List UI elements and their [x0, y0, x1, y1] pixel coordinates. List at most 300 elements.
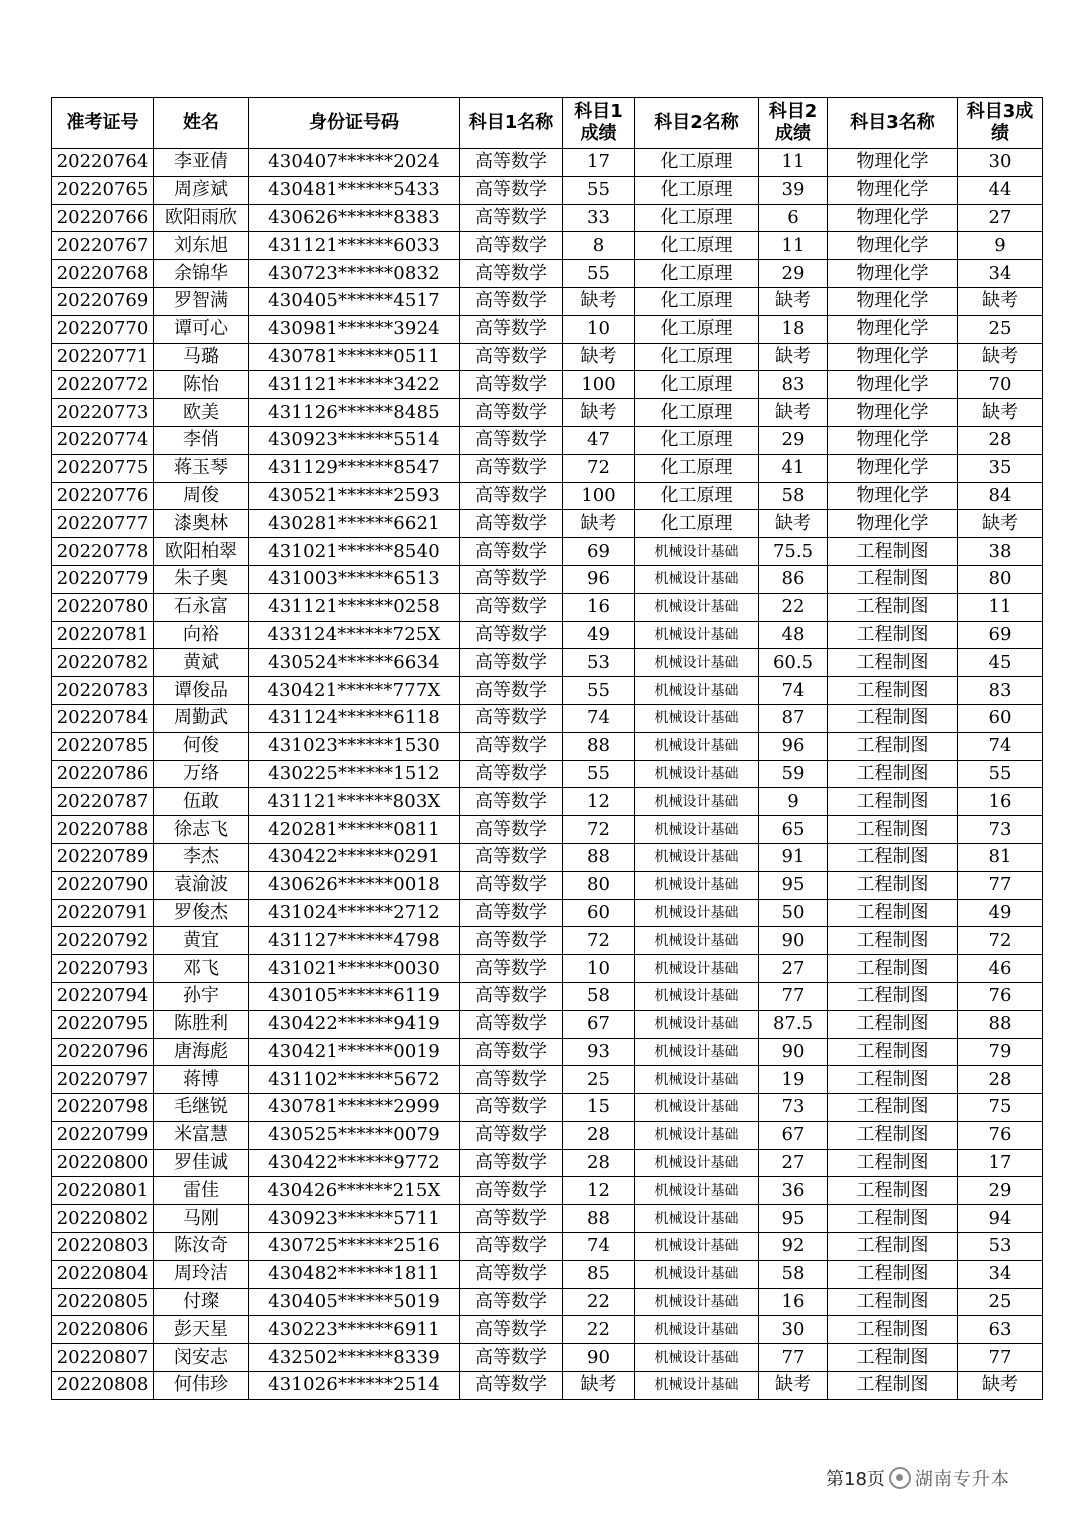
cell-exam-id: 20220772: [52, 371, 154, 399]
cell-subject2-score: 90: [759, 1038, 828, 1066]
cell-exam-id: 20220792: [52, 927, 154, 955]
cell-subject3-score: 缺考: [958, 510, 1043, 538]
cell-id-number: 430281******6621: [249, 510, 460, 538]
cell-subject2-score: 86: [759, 565, 828, 593]
cell-name: 李杰: [154, 843, 249, 871]
cell-exam-id: 20220770: [52, 315, 154, 343]
cell-subject3-score: 63: [958, 1316, 1043, 1344]
table-row: [52, 1066, 1043, 1094]
cell-subject3-score: 30: [958, 149, 1043, 177]
cell-id-number: 430781******2999: [249, 1094, 460, 1122]
cell-subject1-name: 高等数学: [460, 1316, 563, 1344]
cell-name: 刘东旭: [154, 232, 249, 260]
cell-subject2-score: 77: [759, 1344, 828, 1372]
cell-subject2-score: 75.5: [759, 538, 828, 566]
cell-subject1-name: 高等数学: [460, 426, 563, 454]
cell-id-number: 430407******2024: [249, 149, 460, 177]
cell-subject2-score: 87: [759, 704, 828, 732]
cell-id-number: 431121******6033: [249, 232, 460, 260]
cell-subject2-score: 27: [759, 1149, 828, 1177]
cell-subject3-name: 物理化学: [828, 176, 958, 204]
cell-subject3-name: 工程制图: [828, 816, 958, 844]
cell-name: 周俊: [154, 482, 249, 510]
cell-subject1-score: 缺考: [563, 343, 635, 371]
cell-subject1-score: 缺考: [563, 399, 635, 427]
header-subject2-score: 科目2 成绩: [759, 98, 828, 149]
cell-subject2-score: 11: [759, 149, 828, 177]
cell-id-number: 430225******1512: [249, 760, 460, 788]
cell-id-number: 430482******1811: [249, 1260, 460, 1288]
cell-exam-id: 20220780: [52, 593, 154, 621]
cell-subject3-score: 缺考: [958, 1372, 1043, 1400]
cell-subject3-name: 物理化学: [828, 315, 958, 343]
header-subject1-score: 科目1 成绩: [563, 98, 635, 149]
cell-name: 伍敢: [154, 788, 249, 816]
cell-subject1-score: 55: [563, 677, 635, 705]
cell-id-number: 430525******0079: [249, 1121, 460, 1149]
cell-name: 漆奥林: [154, 510, 249, 538]
cell-subject3-name: 工程制图: [828, 565, 958, 593]
cell-subject3-name: 工程制图: [828, 1149, 958, 1177]
cell-subject1-name: 高等数学: [460, 593, 563, 621]
cell-exam-id: 20220795: [52, 1010, 154, 1038]
cell-subject1-name: 高等数学: [460, 1288, 563, 1316]
cell-exam-id: 20220796: [52, 1038, 154, 1066]
cell-subject3-name: 物理化学: [828, 510, 958, 538]
cell-subject3-score: 79: [958, 1038, 1043, 1066]
table-row: [52, 538, 1043, 566]
cell-subject1-name: 高等数学: [460, 149, 563, 177]
cell-exam-id: 20220790: [52, 871, 154, 899]
cell-subject2-name: 机械设计基础: [635, 565, 759, 593]
cell-subject2-name: 机械设计基础: [635, 1010, 759, 1038]
cell-id-number: 431127******4798: [249, 927, 460, 955]
cell-name: 余锦华: [154, 260, 249, 288]
cell-name: 毛继锐: [154, 1094, 249, 1122]
cell-subject1-score: 15: [563, 1094, 635, 1122]
cell-subject1-name: 高等数学: [460, 871, 563, 899]
cell-exam-id: 20220773: [52, 399, 154, 427]
score-table: [51, 97, 1043, 1400]
cell-subject1-name: 高等数学: [460, 232, 563, 260]
cell-subject2-score: 缺考: [759, 343, 828, 371]
cell-subject3-name: 工程制图: [828, 704, 958, 732]
table-row: [52, 732, 1043, 760]
cell-subject1-name: 高等数学: [460, 1149, 563, 1177]
cell-subject1-name: 高等数学: [460, 899, 563, 927]
cell-exam-id: 20220794: [52, 982, 154, 1010]
table-row: [52, 1121, 1043, 1149]
cell-subject2-name: 机械设计基础: [635, 621, 759, 649]
cell-name: 欧美: [154, 399, 249, 427]
cell-exam-id: 20220799: [52, 1121, 154, 1149]
cell-subject2-score: 67: [759, 1121, 828, 1149]
table-row: [52, 982, 1043, 1010]
cell-exam-id: 20220786: [52, 760, 154, 788]
cell-name: 付璨: [154, 1288, 249, 1316]
cell-exam-id: 20220791: [52, 899, 154, 927]
table-row: [52, 1010, 1043, 1038]
cell-subject1-score: 16: [563, 593, 635, 621]
cell-subject3-score: 17: [958, 1149, 1043, 1177]
cell-subject2-name: 机械设计基础: [635, 1038, 759, 1066]
cell-subject2-score: 16: [759, 1288, 828, 1316]
cell-subject2-score: 缺考: [759, 287, 828, 315]
cell-subject2-name: 化工原理: [635, 287, 759, 315]
cell-subject1-name: 高等数学: [460, 982, 563, 1010]
cell-subject3-name: 物理化学: [828, 149, 958, 177]
cell-subject1-score: 17: [563, 149, 635, 177]
cell-id-number: 431126******8485: [249, 399, 460, 427]
cell-subject1-name: 高等数学: [460, 204, 563, 232]
table-row: [52, 1288, 1043, 1316]
cell-exam-id: 20220806: [52, 1316, 154, 1344]
cell-subject1-score: 60: [563, 899, 635, 927]
cell-exam-id: 20220805: [52, 1288, 154, 1316]
table-row: [52, 1372, 1043, 1400]
table-row: [52, 1038, 1043, 1066]
cell-subject3-score: 77: [958, 871, 1043, 899]
cell-subject3-name: 工程制图: [828, 1372, 958, 1400]
cell-subject3-name: 工程制图: [828, 621, 958, 649]
cell-exam-id: 20220797: [52, 1066, 154, 1094]
cell-subject2-name: 化工原理: [635, 176, 759, 204]
cell-subject1-score: 80: [563, 871, 635, 899]
cell-exam-id: 20220782: [52, 649, 154, 677]
cell-subject2-name: 机械设计基础: [635, 649, 759, 677]
cell-id-number: 430923******5514: [249, 426, 460, 454]
cell-subject2-score: 90: [759, 927, 828, 955]
cell-subject1-score: 85: [563, 1260, 635, 1288]
cell-subject3-name: 工程制图: [828, 955, 958, 983]
cell-subject1-name: 高等数学: [460, 1233, 563, 1261]
cell-exam-id: 20220798: [52, 1094, 154, 1122]
cell-subject1-name: 高等数学: [460, 1066, 563, 1094]
cell-subject2-name: 化工原理: [635, 204, 759, 232]
table-row: [52, 927, 1043, 955]
cell-subject3-name: 工程制图: [828, 760, 958, 788]
cell-subject3-score: 38: [958, 538, 1043, 566]
cell-subject1-name: 高等数学: [460, 843, 563, 871]
cell-exam-id: 20220788: [52, 816, 154, 844]
cell-exam-id: 20220767: [52, 232, 154, 260]
cell-name: 蒋博: [154, 1066, 249, 1094]
cell-subject2-name: 化工原理: [635, 260, 759, 288]
cell-subject2-name: 机械设计基础: [635, 704, 759, 732]
table-body: [52, 149, 1043, 1400]
cell-name: 何伟珍: [154, 1372, 249, 1400]
cell-subject2-score: 缺考: [759, 1372, 828, 1400]
cell-subject1-score: 28: [563, 1149, 635, 1177]
cell-name: 陈胜利: [154, 1010, 249, 1038]
cell-subject1-score: 缺考: [563, 1372, 635, 1400]
table-row: [52, 1344, 1043, 1372]
cell-subject2-score: 60.5: [759, 649, 828, 677]
cell-id-number: 430626******0018: [249, 871, 460, 899]
cell-name: 孙宇: [154, 982, 249, 1010]
cell-subject1-name: 高等数学: [460, 1010, 563, 1038]
cell-subject2-score: 11: [759, 232, 828, 260]
cell-subject2-name: 化工原理: [635, 315, 759, 343]
cell-id-number: 430421******777X: [249, 677, 460, 705]
cell-subject2-score: 65: [759, 816, 828, 844]
table-row: [52, 454, 1043, 482]
cell-subject1-score: 100: [563, 482, 635, 510]
cell-id-number: 430524******6634: [249, 649, 460, 677]
cell-id-number: 430426******215X: [249, 1177, 460, 1205]
cell-name: 闵安志: [154, 1344, 249, 1372]
cell-subject3-score: 35: [958, 454, 1043, 482]
cell-subject2-name: 机械设计基础: [635, 732, 759, 760]
table-row: [52, 899, 1043, 927]
cell-subject2-score: 29: [759, 260, 828, 288]
cell-subject3-name: 工程制图: [828, 593, 958, 621]
cell-name: 欧阳柏翠: [154, 538, 249, 566]
cell-id-number: 430725******2516: [249, 1233, 460, 1261]
cell-subject2-name: 机械设计基础: [635, 538, 759, 566]
cell-subject2-score: 9: [759, 788, 828, 816]
cell-subject2-score: 95: [759, 871, 828, 899]
cell-subject1-score: 缺考: [563, 510, 635, 538]
cell-subject3-name: 工程制图: [828, 1344, 958, 1372]
cell-id-number: 431121******3422: [249, 371, 460, 399]
cell-exam-id: 20220771: [52, 343, 154, 371]
cell-name: 唐海彪: [154, 1038, 249, 1066]
cell-subject1-name: 高等数学: [460, 371, 563, 399]
table-row: [52, 1094, 1043, 1122]
cell-subject2-name: 机械设计基础: [635, 982, 759, 1010]
cell-subject3-score: 80: [958, 565, 1043, 593]
cell-subject2-score: 58: [759, 1260, 828, 1288]
table-row: [52, 371, 1043, 399]
cell-subject3-score: 25: [958, 315, 1043, 343]
cell-subject1-name: 高等数学: [460, 510, 563, 538]
cell-subject3-name: 工程制图: [828, 871, 958, 899]
table-row: [52, 871, 1043, 899]
cell-subject3-name: 物理化学: [828, 371, 958, 399]
cell-id-number: 430405******5019: [249, 1288, 460, 1316]
cell-subject3-score: 28: [958, 1066, 1043, 1094]
cell-subject3-score: 46: [958, 955, 1043, 983]
cell-id-number: 430981******3924: [249, 315, 460, 343]
table-row: [52, 1260, 1043, 1288]
cell-subject3-score: 83: [958, 677, 1043, 705]
cell-exam-id: 20220774: [52, 426, 154, 454]
cell-subject2-score: 48: [759, 621, 828, 649]
cell-subject2-name: 机械设计基础: [635, 788, 759, 816]
cell-id-number: 430481******5433: [249, 176, 460, 204]
header-exam-id: 准考证号: [52, 98, 154, 149]
cell-subject1-score: 10: [563, 315, 635, 343]
cell-name: 黄斌: [154, 649, 249, 677]
cell-subject2-score: 29: [759, 426, 828, 454]
cell-subject3-score: 25: [958, 1288, 1043, 1316]
cell-id-number: 430105******6119: [249, 982, 460, 1010]
cell-subject2-score: 77: [759, 982, 828, 1010]
cell-exam-id: 20220779: [52, 565, 154, 593]
cell-exam-id: 20220778: [52, 538, 154, 566]
cell-subject3-score: 72: [958, 927, 1043, 955]
watermark-text: 湖南专升本: [914, 1469, 1010, 1490]
cell-subject2-score: 92: [759, 1233, 828, 1261]
table-row: [52, 955, 1043, 983]
cell-subject1-name: 高等数学: [460, 1094, 563, 1122]
cell-subject2-name: 机械设计基础: [635, 899, 759, 927]
cell-subject2-name: 机械设计基础: [635, 1066, 759, 1094]
cell-name: 李俏: [154, 426, 249, 454]
cell-name: 雷佳: [154, 1177, 249, 1205]
cell-exam-id: 20220803: [52, 1233, 154, 1261]
cell-id-number: 430626******8383: [249, 204, 460, 232]
cell-subject1-score: 88: [563, 843, 635, 871]
cell-id-number: 431003******6513: [249, 565, 460, 593]
cell-subject1-score: 12: [563, 1177, 635, 1205]
cell-subject2-name: 机械设计基础: [635, 1121, 759, 1149]
cell-id-number: 430521******2593: [249, 482, 460, 510]
table-row: [52, 704, 1043, 732]
cell-subject1-name: 高等数学: [460, 621, 563, 649]
cell-subject2-name: 机械设计基础: [635, 816, 759, 844]
cell-name: 谭可心: [154, 315, 249, 343]
table-row: [52, 399, 1043, 427]
cell-name: 邓飞: [154, 955, 249, 983]
cell-id-number: 431021******8540: [249, 538, 460, 566]
cell-subject2-name: 机械设计基础: [635, 1177, 759, 1205]
cell-subject2-score: 缺考: [759, 399, 828, 427]
cell-subject1-score: 10: [563, 955, 635, 983]
cell-subject2-name: 化工原理: [635, 482, 759, 510]
page-footer: [826, 1465, 1010, 1491]
cell-subject2-score: 39: [759, 176, 828, 204]
wechat-watermark-icon: [889, 1467, 911, 1489]
cell-subject3-name: 物理化学: [828, 260, 958, 288]
cell-subject3-score: 16: [958, 788, 1043, 816]
cell-subject1-name: 高等数学: [460, 1121, 563, 1149]
cell-name: 蒋玉琴: [154, 454, 249, 482]
cell-subject1-name: 高等数学: [460, 1372, 563, 1400]
cell-exam-id: 20220775: [52, 454, 154, 482]
cell-name: 罗俊杰: [154, 899, 249, 927]
cell-exam-id: 20220800: [52, 1149, 154, 1177]
cell-subject2-score: 59: [759, 760, 828, 788]
table-row: [52, 176, 1043, 204]
cell-id-number: 431102******5672: [249, 1066, 460, 1094]
cell-exam-id: 20220776: [52, 482, 154, 510]
cell-exam-id: 20220787: [52, 788, 154, 816]
cell-subject3-score: 77: [958, 1344, 1043, 1372]
cell-subject1-name: 高等数学: [460, 788, 563, 816]
cell-subject3-name: 工程制图: [828, 649, 958, 677]
cell-id-number: 431023******1530: [249, 732, 460, 760]
cell-subject1-name: 高等数学: [460, 760, 563, 788]
cell-subject1-score: 缺考: [563, 287, 635, 315]
cell-name: 周玲洁: [154, 1260, 249, 1288]
cell-subject3-name: 工程制图: [828, 1038, 958, 1066]
cell-subject1-score: 72: [563, 927, 635, 955]
table-row: [52, 287, 1043, 315]
cell-subject3-name: 工程制图: [828, 1094, 958, 1122]
table-row: [52, 565, 1043, 593]
table-row: [52, 426, 1043, 454]
cell-id-number: 431129******8547: [249, 454, 460, 482]
cell-name: 黄宜: [154, 927, 249, 955]
cell-subject3-score: 53: [958, 1233, 1043, 1261]
cell-subject3-name: 物理化学: [828, 232, 958, 260]
cell-subject2-name: 机械设计基础: [635, 1372, 759, 1400]
cell-subject2-name: 机械设计基础: [635, 1205, 759, 1233]
table-row: [52, 843, 1043, 871]
cell-subject1-name: 高等数学: [460, 677, 563, 705]
cell-name: 马璐: [154, 343, 249, 371]
table-row: [52, 315, 1043, 343]
cell-subject3-score: 缺考: [958, 343, 1043, 371]
cell-subject2-score: 36: [759, 1177, 828, 1205]
cell-subject3-score: 94: [958, 1205, 1043, 1233]
cell-id-number: 430923******5711: [249, 1205, 460, 1233]
cell-subject1-score: 28: [563, 1121, 635, 1149]
cell-exam-id: 20220769: [52, 287, 154, 315]
cell-subject3-name: 工程制图: [828, 1260, 958, 1288]
header-name: 姓名: [154, 98, 249, 149]
cell-subject3-score: 34: [958, 260, 1043, 288]
cell-subject1-score: 93: [563, 1038, 635, 1066]
cell-subject3-name: 工程制图: [828, 732, 958, 760]
cell-subject3-score: 69: [958, 621, 1043, 649]
table-row: [52, 149, 1043, 177]
cell-name: 罗智满: [154, 287, 249, 315]
cell-subject3-name: 物理化学: [828, 454, 958, 482]
cell-subject3-name: 工程制图: [828, 788, 958, 816]
cell-subject1-name: 高等数学: [460, 343, 563, 371]
cell-id-number: 433124******725X: [249, 621, 460, 649]
cell-id-number: 432502******8339: [249, 1344, 460, 1372]
cell-subject1-score: 96: [563, 565, 635, 593]
cell-name: 何俊: [154, 732, 249, 760]
cell-id-number: 420281******0811: [249, 816, 460, 844]
cell-id-number: 430405******4517: [249, 287, 460, 315]
cell-name: 陈怡: [154, 371, 249, 399]
table-row: [52, 510, 1043, 538]
cell-subject3-name: 物理化学: [828, 399, 958, 427]
cell-subject3-name: 工程制图: [828, 1288, 958, 1316]
table-row: [52, 260, 1043, 288]
cell-subject1-name: 高等数学: [460, 399, 563, 427]
cell-subject3-name: 工程制图: [828, 1121, 958, 1149]
cell-subject1-name: 高等数学: [460, 176, 563, 204]
cell-exam-id: 20220804: [52, 1260, 154, 1288]
cell-subject2-name: 机械设计基础: [635, 1094, 759, 1122]
cell-subject1-score: 72: [563, 454, 635, 482]
cell-name: 朱子奥: [154, 565, 249, 593]
cell-subject2-name: 机械设计基础: [635, 927, 759, 955]
header-subject3-score: 科目3成 绩: [958, 98, 1043, 149]
cell-subject3-score: 88: [958, 1010, 1043, 1038]
cell-subject3-name: 工程制图: [828, 927, 958, 955]
cell-name: 向裕: [154, 621, 249, 649]
table-row: [52, 816, 1043, 844]
cell-subject1-score: 69: [563, 538, 635, 566]
cell-subject3-name: 工程制图: [828, 1066, 958, 1094]
cell-name: 欧阳雨欣: [154, 204, 249, 232]
cell-subject3-score: 84: [958, 482, 1043, 510]
cell-name: 石永富: [154, 593, 249, 621]
cell-subject2-name: 机械设计基础: [635, 1260, 759, 1288]
cell-subject2-name: 化工原理: [635, 371, 759, 399]
cell-subject1-score: 55: [563, 176, 635, 204]
cell-subject1-name: 高等数学: [460, 927, 563, 955]
cell-subject3-name: 物理化学: [828, 204, 958, 232]
cell-subject1-score: 72: [563, 816, 635, 844]
